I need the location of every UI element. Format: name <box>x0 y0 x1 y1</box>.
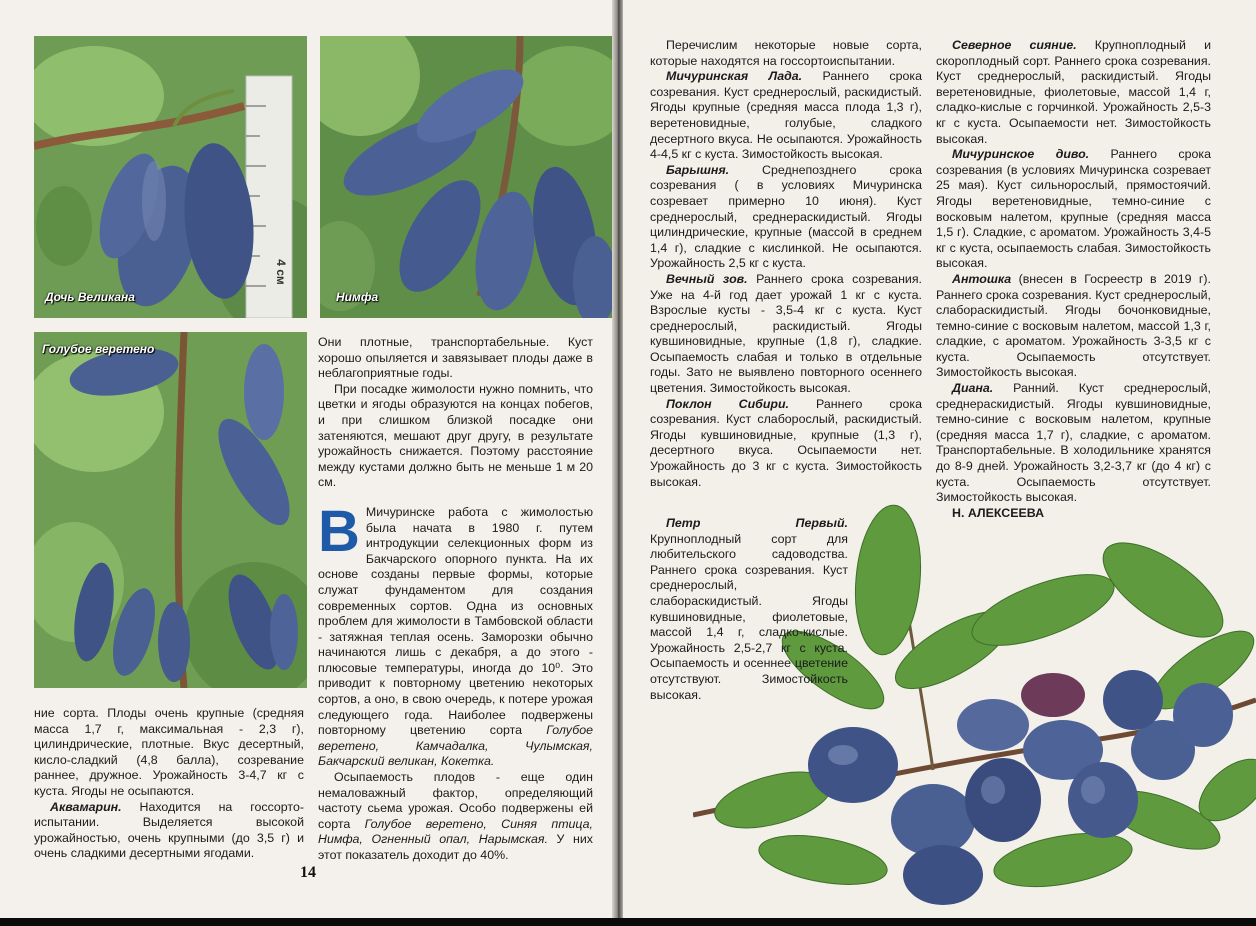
author-name: Н. АЛЕКСЕЕВА <box>952 505 1045 520</box>
text-vechny-zov: Раннего срока созревания. Уже на 4-й год дает урожай 1 кг с куста. Взрослые кусты - 3,5-4 кг с куста. Куст среднерослый, раскидистый. Ягоды кувшиновидные, крупные (1,8 г), сладкие. Осыпаемость слабая и только в отдельные годы. Зато не выявлено повторного осеннего цветения. Зимостойкость высокая. <box>650 271 922 396</box>
text-osypaemost: Осыпаемость плодов - еще один немаловажный фактор, определяющий частоту сьема урожая. Особо подвержены ей сорта <box>318 770 593 831</box>
variety-michurinskaya-lada: Мичуринская Лада. <box>666 69 803 84</box>
left-column2-text <box>318 335 593 864</box>
right-page <box>623 0 1256 918</box>
caption-photo3: Голубое веретено <box>42 342 155 356</box>
variety-petr-pervy: Петр Первый. <box>666 516 848 530</box>
left-page <box>0 0 615 918</box>
text-michurinsk: Мичуринске работа с жимолостью была начата в 1980 г. путем интродукции селекционных форм из Бакчарского опорного пункта. На их основе созданы первые формы, которые служат фундаментом для создания современных сортов. Одна из основных проблем для жимолости в Тамбовской области - затяжная теплая осень. Заморозки обычно начинаются лишь с декабря, а до этого - плюсовые температуры, иногда до 10⁰. Это приводит к повторному цветению некоторых сортов, а оно, в свою очередь, к потере урожая следующего года. Наиболее подвержены повторному цветению сорта <box>318 504 593 738</box>
scan-edge <box>0 918 1256 926</box>
text-cultivars-repeat: Голубое веретено, Камчадалка, Чулымская, Бакчарский великан, Кокетка. <box>318 723 593 769</box>
right-column2-text <box>936 38 1211 521</box>
text-severnoe-siyanie: Крупноплодный и скороплодный сорт. Раннего срока созревания. Куст среднерослый, раскидистый. Ягоды веретеновидные, фиолетовые, массой 1,4 г, сладко-кислые с горчинкой. Урожайность 2,5-3 кг с куста. Осыпаемости нет. Зимостойкость высокая. <box>936 38 1211 146</box>
text-posadka: При посадке жимолости нужно помнить, что цветки и ягоды образуются на концах побегов, и при слишком близкой посадке они затеняются, мешают друг другу, в результате урожайность снижается. Поэтому расстояние между кустами должно быть не меньше 1 м 20 см. <box>318 381 593 490</box>
text-cultivars-shed: Голубое веретено, Синяя птица, Нимфа, Огненный опал, Нарымская. <box>318 816 593 847</box>
variety-diana: Диана. <box>952 381 994 396</box>
photo-nimfa <box>320 36 615 318</box>
text-p1: ние сорта. Плоды очень крупные (средняя масса 1,7 г, максимальная - 2,3 г), цилиндрические, плотные. Вкус десертный, кисло-сладкий (4,8 балла), созревание раннее, дружное. Урожайность 3-4,7 кг с куста. Ягоды не осыпаются. <box>34 706 304 798</box>
text-petr-pervy: Крупноплодный сорт для любительского садоводства. Раннего срока созревания. Куст среднерослый, слабораскидистый. Ягоды кувшиновидные, фиолетовые, массой 1,4 г, сладко-кислые. Урожайность 2,5-2,7 кг с куста. Осыпаемость и осеннее цветение отсутствуют. Зимостойкость высокая. <box>650 531 848 702</box>
caption-photo1: Дочь Великана <box>45 290 135 304</box>
photo-goluboe-vereteno <box>34 332 307 688</box>
right-column1-petr <box>650 516 848 703</box>
variety-michurinskoe-divo: Мичуринское диво. <box>952 147 1090 162</box>
text-poklon-sibiri: Раннего срока созревания. Куст слаборослый, раскидистый. Ягоды кувшиновидные, крупные (1,3 г), десертного вкуса. Осыпаемости нет. Урожайность до 3 кг с куста. Зимостойкость высокая. <box>650 396 922 489</box>
caption-photo2: Нимфа <box>336 290 379 304</box>
text-diana: Ранний. Куст среднерослый, среднераскидистый. Ягоды кувшиновидные, темно-синие с восковым налетом, крупные (средняя масса 1,7 г), сладкие, с ароматом. Транспортабельные. В холодильнике хранятся до 8-9 дней. Урожайность 3,2-3,7 кг (до 4 кг) с куста. Осыпаемость отсутствует. Зимостойкость высокая. <box>936 381 1211 505</box>
variety-baryshnya: Барышня. <box>666 162 730 177</box>
variety-akvamarin: Аквамарин. <box>50 799 122 814</box>
photo-doch-velikana <box>34 36 307 318</box>
variety-poklon-sibiri: Поклон Сибири. <box>666 396 789 411</box>
text-plotnye: Они плотные, транспортабельные. Куст хорошо опыляется и завязывает плоды даже в неблагоприятные годы. <box>318 335 593 381</box>
text-osypaemost-end: У них этот показатель доходит до 40%. <box>318 832 594 862</box>
variety-antoshka: Антошка <box>952 271 1012 286</box>
dropcap: В <box>318 498 360 564</box>
page-number: 14 <box>300 864 316 881</box>
text-michurinskoe-divo: Раннего срока созревания (в условиях Мичуринска созревает 25 мая). Куст сильнорослый, прямостоячий. Ягоды веретеновидные, темно-синие с восковым налетом, крупные (средняя масса 1,5 г). Сладкие, с ароматом. Урожайность 3,4-5 кг с куста, осыпаемость слабая. Зимостойкость высокая. <box>936 147 1211 271</box>
ruler-mark: 4 см <box>273 259 288 285</box>
text-baryshnya: Среднепозднего срока созревания ( в условиях Мичуринска созревает примерно 10 июня). Куст среднерослый, среднераскидистый. Ягоды цилиндрические, крупные (массой в среднем 1,4 г), сладкие с кислинкой. Не осыпаются. Урожайность 2,5 кг с куста. <box>650 162 922 271</box>
text-akvamarin: Находится на госсортоиспытании. Выделяется высокой урожайностью, очень крупными (до 3,5 г) и очень сладкими десертными ягодами. <box>34 799 304 861</box>
text-intro: Перечислим некоторые новые сорта, которые находятся на госсортоиспытании. <box>650 38 922 68</box>
text-michurinskaya-lada: Раннего срока созревания. Куст среднерослый, раскидистый. Ягоды крупные (средняя масса плода 1,3 г), веретеновидные, голубые, сладкого десертного вкуса. Не осыпаются. Урожайность 4-4,5 кг с куста. Зимостойкость высокая. <box>650 69 922 162</box>
variety-vechny-zov: Вечный зов. <box>666 271 748 286</box>
right-column1-text <box>650 38 922 490</box>
variety-severnoe-siyanie: Северное сияние. <box>952 38 1077 52</box>
text-antoshka: (внесен в Госреестр в 2019 г). Раннего срока созревания. Куст среднерослый, слабораскидистый. Ягоды бочонковидные, темно-синие с восковым налетом, массой 1,3 г, сладкие, с ароматом. Урожайность 3-3,5 кг с куста. Осыпаемость отсутствует. Зимостойкость высокая. <box>936 271 1211 380</box>
left-column-text <box>34 706 304 862</box>
